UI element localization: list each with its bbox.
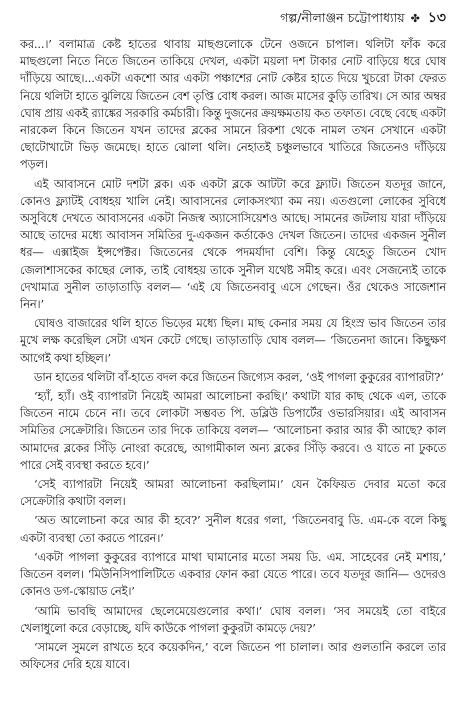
running-title: গল্প/নীলাঞ্জন চট্টোপাধ্যায় — [280, 10, 405, 25]
body-text — [20, 36, 446, 673]
paragraph: এই আবাসনে মোট দশটা ব্লক। এক একটা ব্লকে আটটা করে ফ্ল্যাট। জিতেন যতদূর জানে, কোনও ফ্ল্যাটই বোধহয় খালি নেই। আবাসনের লোকসংখ্যা কম নয়। এতগুলো লোকের সুবিধে অসুবিধে দেখতে আবাসনের একটা নিজস্ব অ্যাসোসিয়েশও আছে। সামনের জটলায় যারা দাঁড়িয়ে আছে তাদের মধ্যে আবাসন সমিতির দু-একজন কর্তাকেও দেখল জিতেন। তাদের একজন সুনীল ধর— এক্সাইজ ইন্সপেক্টর। জিতেনের থেকে পদমর্যাদা বেশি। কিন্তু যেহেতু জিতেন খোদ জেলাশাসকের কাছের লোক, তাই বোধহয় তাকে সুনীল যথেষ্ট সমীহ করে। এবং সেজন্যেই তাকে দেখামাত্র সুনীল তাড়াতাড়ি বলল— ‘এই যে জিতেনবাবু এসে গেছেন। ওঁর থেকেও সাজেশান নিন।’ — [20, 176, 446, 312]
paragraph: ‘অত আলোচনা করে আর কী হবে?’ সুনীল ধরের গলা, ‘জিতেনবাবু ডি. এম-কে বলে কিছু একটা ব্যবস্থা তো করতে পারেন।’ — [20, 513, 446, 545]
paragraph: ‘সামলে সুমলে রাখতে হবে কয়েকদিন,’ বলে জিতেন পা চালাল। আর গুলতানি করলে তার অফিসের দেরি হয়ে যাবে। — [20, 639, 446, 672]
paragraph: কর...।’ বলামাত্র কেষ্ট হাতের থাবায় মাছগুলোকে টেনে ওজনে চাপাল। থলিটা ফাঁক করে মাছগুলো নিতে নিতে জিতেন তাকিয়ে দেখল, একটা ময়লা দশ টাকার নোট বাড়িয়ে ধরে ঘোষ দাঁড়িয়ে আছে।...একটা একশো আর একটা পঞ্চাশের নোট কেষ্টর হাতে দিয়ে খুচরো টাকা ফেরত নিয়ে থলিটা হাতে ঝুলিয়ে জিতেন বেশ তৃপ্তি বোধ করল। আজ মাসের কুড়ি তারিখ। সে আর অম্বর ঘোষ প্রায় একই র‍্যাঙ্কের সরকারি কর্মচারী। কিন্তু দুজনের ক্রয়ক্ষমতায় কত তফাত। বেছে বেছে একটা নারকেল কিনে জিতেন যখন তাদের ব্লকের সামনে রিকশা থেকে নামল তখন সেখানে একটা ছোটোখাটো ভিড় জমেছে। হাতে ঝোলা থলি। নেহাতই চঞ্চুলভাবে খাতিরে জিতেনও দাঁড়িয়ে পড়ল। — [20, 37, 446, 172]
paragraph: ‘একটা পাগলা কুকুরের ব্যাপারে মাথা ঘামানোর মতো সময় ডি. এম. সাহেবের নেই মশায়,’ জিতেন বলল। ‘মিউনিসিপালিটিতে একবার ফোন করা যেতে পারে। তবে যতদূর জানি— ওদেরও কোনও ডগ-স্কোয়াড নেই।’ — [20, 549, 446, 599]
page-number: ১৩ — [427, 10, 446, 26]
paragraph: ডান হাতের থলিটা বাঁ-হাতে বদল করে জিতেন জিগ্যেস করল, ‘ওই পাগলা কুকুরের ব্যাপারটা?’ — [34, 369, 444, 384]
paragraph: ‘সেই ব্যাপারটা নিয়েই আমরা আলোচনা করছিলাম।’ যেন কৈফিয়ত দেবার মতো করে সেক্রেটারি কথাটা বলল। — [20, 477, 446, 509]
running-header — [20, 6, 446, 30]
paragraph: ‘হ্যাঁ, হ্যাঁ। ওই ব্যাপারটা নিয়েই আমরা আলোচনা করছি।’ কথাটা যার কাছ থেকে এল, তাকে জিতেন নামে চেনে না। তবে লোকটা সম্ভবত পি. ডব্লিউ ডিপার্টের ওভারসিয়ার। এই আবাসন সমিতির সেক্রেটারি। জিতেন তার দিকে তাকিয়ে বলল— ‘আলোচনা করার আর কী আছে? কাল আমাদের ব্লকের সিঁড়ি নোংরা করেছে, আগামীকাল অন্য ব্লকের সিঁড়ি করবে। ও যাতে না ঢুকতে পারে সেই ব্যবস্থা করতে হবে।’ — [20, 389, 446, 472]
paragraph: ঘোষও বাজারের থলি হাতে ভিড়ের মধ্যে ছিল। মাছ কেনার সময় যে হিংস্র ভাব জিতেন তার মুখে লক্ষ করেছিল সেটা এখন কেটে গেছে। তাড়াতাড়ি ঘোষ বলল— ‘জিতেনদা জানে। কিছুক্ষণ আগেই কথা হচ্ছিল।’ — [20, 316, 446, 365]
paragraph: ‘আমি ভাবছি আমাদের ছেলেমেয়েগুলোর কথা।’ ঘোষ বলল। ‘সব সময়েই তো বাইরে খেলাধুলো করে বেড়াচ্ছে, যদি কাউকে পাগলা কুকুরটা কামড়ে দেয়?’ — [20, 603, 446, 635]
flower-ornament-icon: ✤ — [410, 12, 420, 25]
